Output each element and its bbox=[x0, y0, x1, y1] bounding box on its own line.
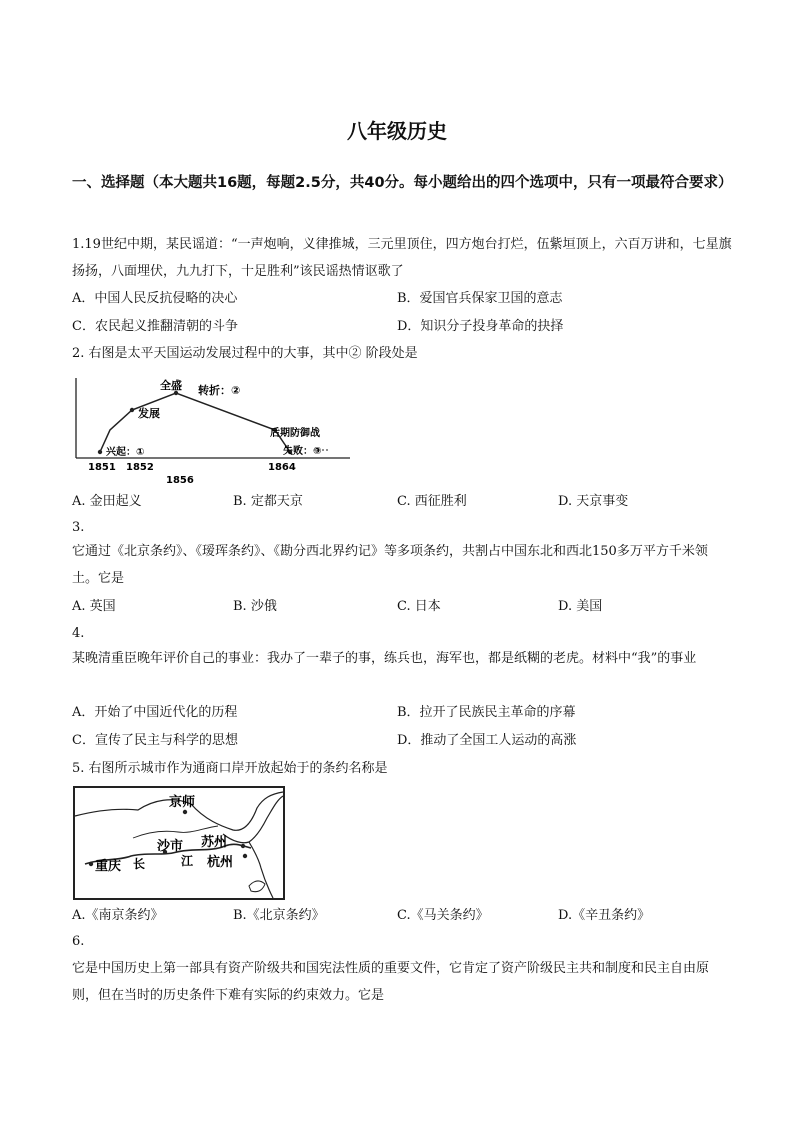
marker-suzhou bbox=[241, 844, 245, 848]
question-5-option-c: C.《马关条约》 bbox=[397, 908, 489, 923]
marker-chongqing bbox=[89, 862, 93, 866]
marker-jingshi bbox=[183, 810, 187, 814]
question-1-stem: 1.19世纪中期，某民谣道：“一声炮响，义律推城，三元里顶住，四方炮台打烂，伍紫垣顶上，六百万讲和，七星旗扬扬，八面埋伏，九九打下，十足胜利”该民谣热情讴歌了 bbox=[72, 237, 732, 279]
question-2-option-a: A. 金田起义 bbox=[72, 494, 142, 509]
question-1-option-b: B．爱国官兵保家卫国的意志 bbox=[397, 291, 563, 306]
question-2-option-c: C. 西征胜利 bbox=[397, 494, 467, 509]
development-curve bbox=[100, 393, 290, 452]
year-1852: 1852 bbox=[126, 462, 154, 473]
question-4-stem: 某晚清重臣晚年评价自己的事业：我办了一辈子的事，练兵也，海军也，都是纸糊的老虎。材料中“我”的事业 bbox=[72, 651, 697, 666]
question-3-stem: 它通过《北京条约》、《瑷珲条约》、《勘分西北界约记》等多项条约，共割占中国东北和西北150多万平方千米领土。它是 bbox=[72, 544, 708, 586]
question-1-option-d: D．知识分子投身革命的抉择 bbox=[397, 319, 564, 334]
section-heading: 一、选择题（本大题共16题，每题2.5分，共40分。每小题给出的四个选项中，只有一项最符合要求） bbox=[72, 175, 733, 191]
question-5-option-b: B.《北京条约》 bbox=[233, 908, 325, 923]
label-develop: 发展 bbox=[138, 407, 160, 420]
question-5-stem: 5. 右图所示城市作为通商口岸开放起始于的条约名称是 bbox=[72, 761, 388, 776]
question-4-option-c: C．宣传了民主与科学的思想 bbox=[72, 733, 238, 748]
question-5-option-d: D.《辛丑条约》 bbox=[558, 908, 651, 923]
question-5-option-a: A.《南京条约》 bbox=[72, 908, 164, 923]
question-3-option-b: B. 沙俄 bbox=[233, 599, 277, 614]
question-4-number: 4. bbox=[72, 626, 85, 641]
label-rise: 兴起：① bbox=[106, 447, 145, 458]
page-title: 八年级历史 bbox=[347, 119, 447, 143]
label-turn: 转折：② bbox=[198, 384, 241, 397]
treaty-ports-map-figure bbox=[73, 786, 285, 900]
label-late: 后期防御战 bbox=[270, 428, 320, 439]
question-4-option-b: B．拉开了民族民主革命的序幕 bbox=[397, 705, 576, 720]
city-chongqing: 重庆 bbox=[95, 859, 122, 874]
city-hangzhou: 杭州 bbox=[207, 855, 234, 870]
city-suzhou: 苏州 bbox=[201, 835, 228, 850]
question-2-option-b: B. 定都天京 bbox=[233, 494, 303, 509]
label-peak: 全盛 bbox=[160, 379, 182, 392]
question-3-option-c: C. 日本 bbox=[397, 599, 441, 614]
taiping-timeline-figure bbox=[70, 372, 360, 487]
question-1-option-c: C．农民起义推翻清朝的斗争 bbox=[72, 319, 238, 334]
city-jingshi: 京师 bbox=[169, 795, 196, 810]
question-2-stem: 2. 右图是太平天国运动发展过程中的大事，其中② 阶段处是 bbox=[72, 346, 418, 361]
year-1856: 1856 bbox=[166, 475, 194, 486]
question-1-option-a: A．中国人民反抗侵略的决心 bbox=[72, 291, 238, 306]
label-jiang: 江 bbox=[181, 854, 194, 868]
city-shashi: 沙市 bbox=[157, 839, 184, 854]
year-1864: 1864 bbox=[268, 462, 296, 473]
question-3-option-a: A. 英国 bbox=[72, 599, 116, 614]
point-1851 bbox=[98, 450, 102, 454]
question-6-stem: 它是中国历史上第一部具有资产阶级共和国宪法性质的重要文件，它肯定了资产阶级民主共和制度和民主自由原则，但在当时的历史条件下难有实际的约束效力。它是 bbox=[72, 961, 710, 1003]
question-3-option-d: D. 美国 bbox=[558, 599, 603, 614]
question-4-option-d: D．推动了全国工人运动的高涨 bbox=[397, 733, 577, 748]
question-6-number: 6. bbox=[72, 934, 85, 949]
year-1851: 1851 bbox=[88, 462, 116, 473]
question-4-option-a: A．开始了中国近代化的历程 bbox=[72, 705, 238, 720]
question-3-number: 3. bbox=[72, 520, 85, 535]
question-2-option-d: D. 天京事变 bbox=[558, 494, 629, 509]
label-fail: 失败：③ bbox=[283, 446, 322, 457]
label-chang: 长 bbox=[133, 857, 146, 871]
marker-hangzhou bbox=[243, 854, 247, 858]
point-develop bbox=[130, 408, 134, 412]
